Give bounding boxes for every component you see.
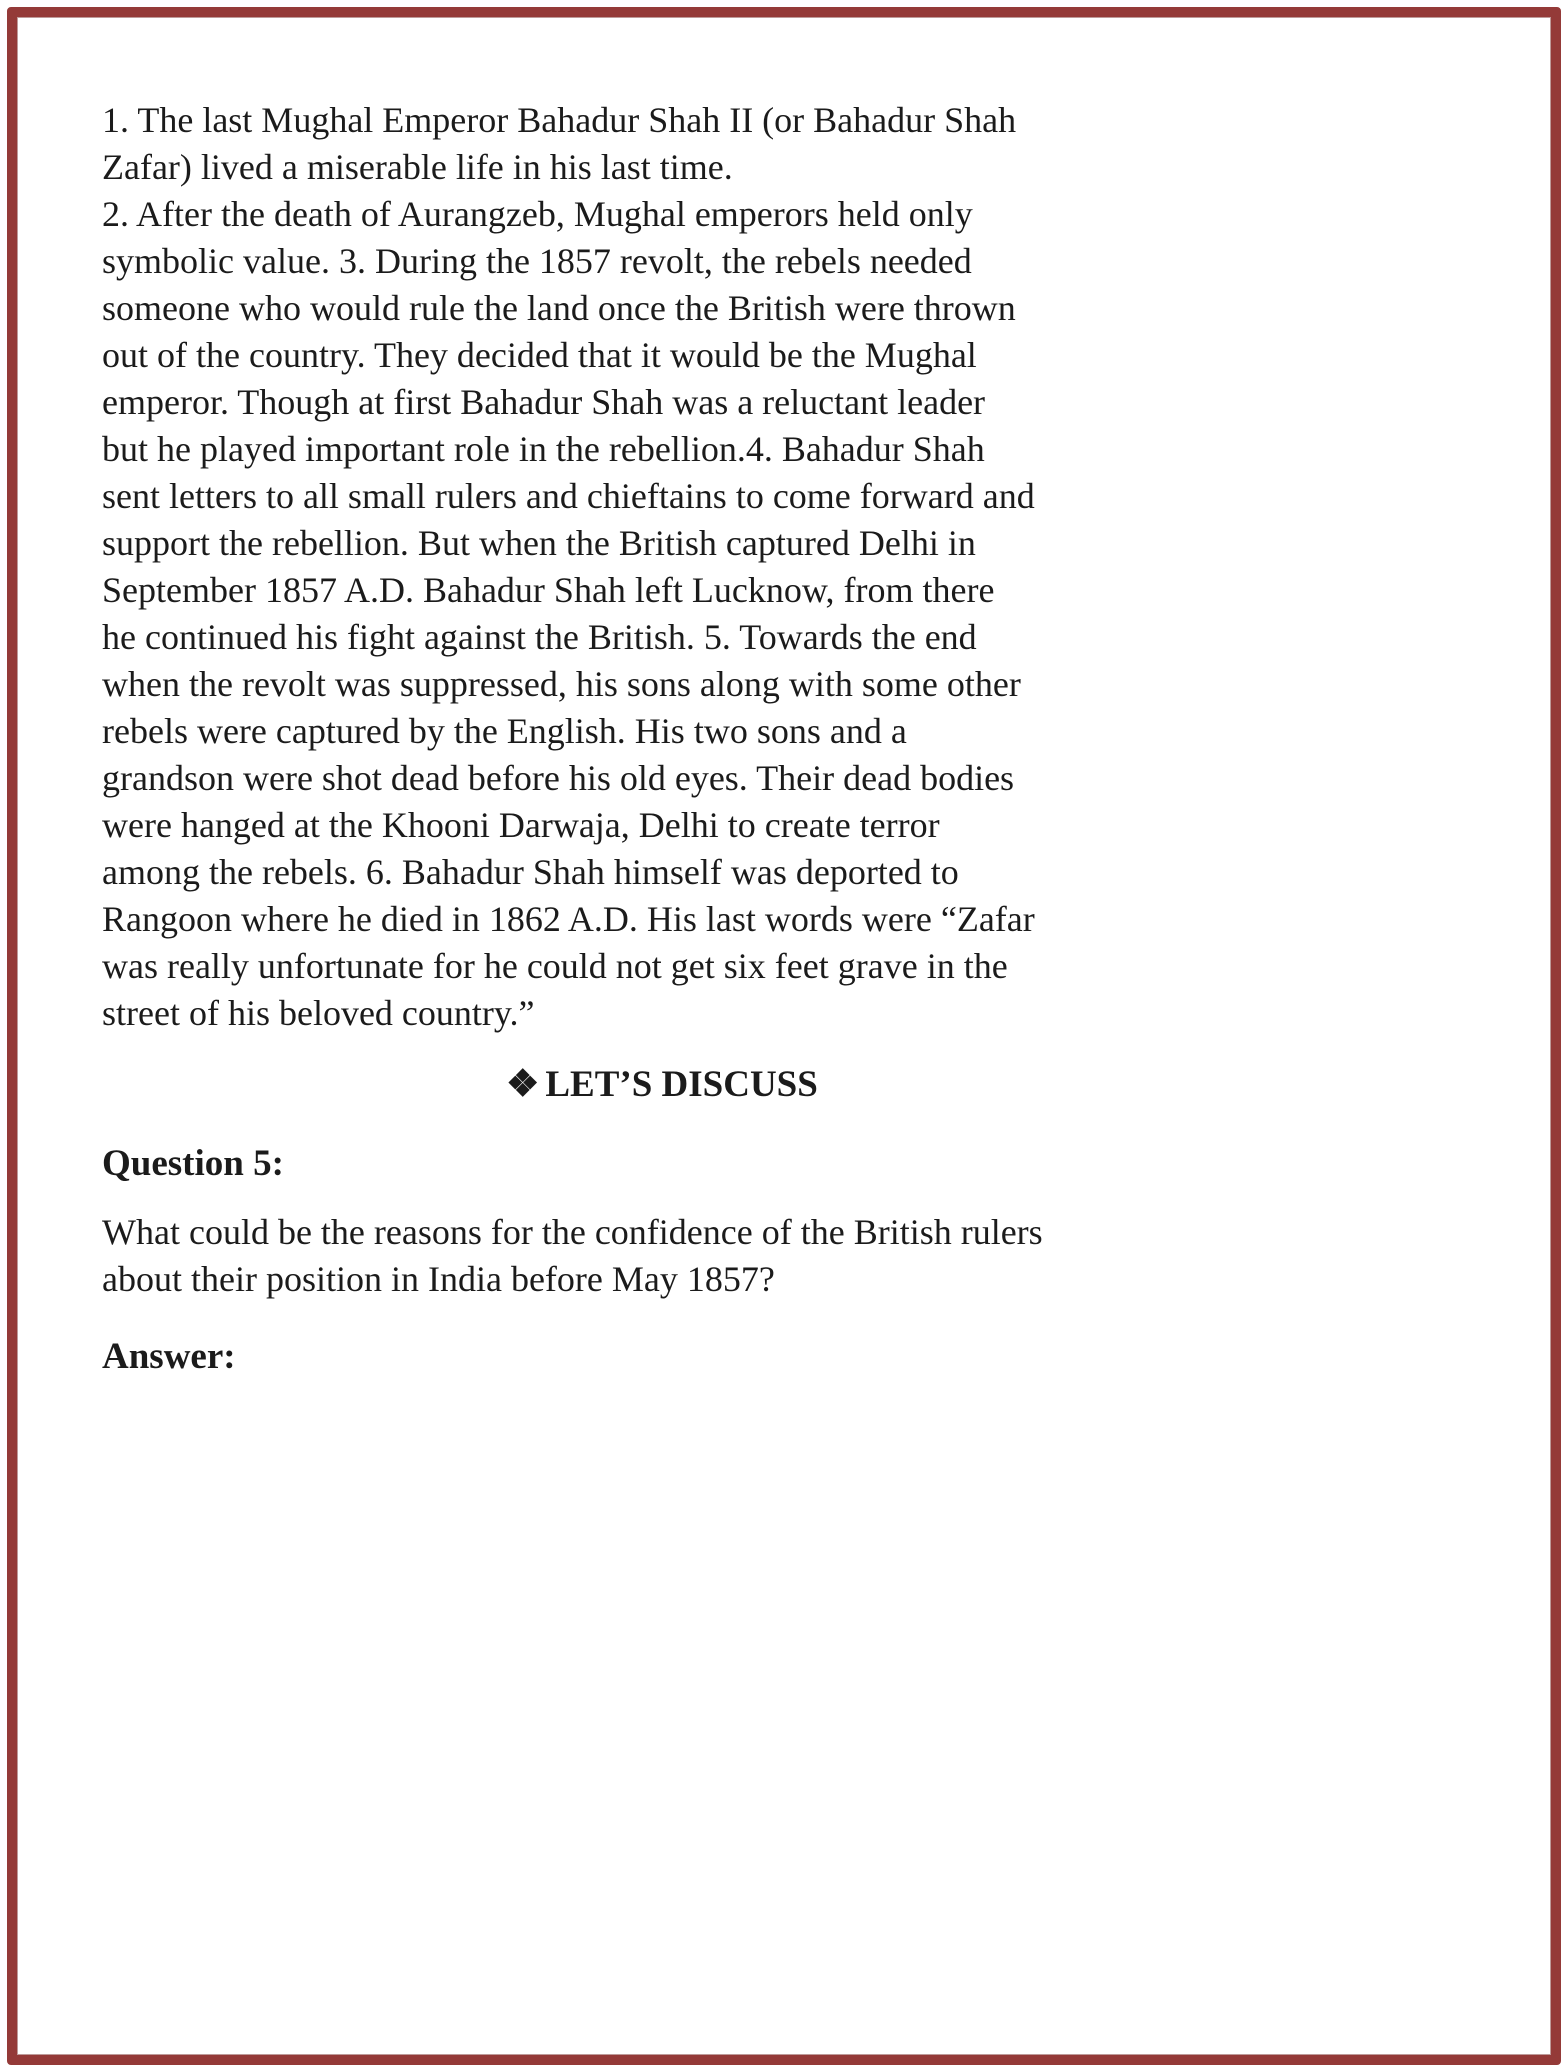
discuss-heading-label: LET’S DISCUSS xyxy=(545,1064,818,1105)
discuss-heading xyxy=(102,1061,1112,1108)
passage-line: Zafar) lived a miserable life in his last time. xyxy=(102,147,733,187)
question-text xyxy=(102,1209,1112,1303)
passage-line: was really unfortunate for he could not get six feet grave in the xyxy=(102,946,1008,986)
passage xyxy=(102,97,1112,1037)
passage-line: rebels were captured by the English. His two sons and a xyxy=(102,711,907,751)
passage-line: among the rebels. 6. Bahadur Shah himself was deported to xyxy=(102,852,959,892)
passage-line: out of the country. They decided that it would be the Mughal xyxy=(102,335,977,375)
question-line: about their position in India before May 1857? xyxy=(102,1259,775,1299)
passage-line: 1. The last Mughal Emperor Bahadur Shah II (or Bahadur Shah xyxy=(102,100,1017,140)
passage-line: he continued his fight against the British. 5. Towards the end xyxy=(102,617,977,657)
passage-line: but he played important role in the rebellion.4. Bahadur Shah xyxy=(102,429,985,469)
question-label: Question 5: xyxy=(102,1143,284,1184)
answer-label: Answer: xyxy=(102,1336,236,1377)
question-line: What could be the reasons for the confidence of the British rulers xyxy=(102,1212,1043,1252)
passage-line: 2. After the death of Aurangzeb, Mughal emperors held only xyxy=(102,194,973,234)
page-content xyxy=(102,97,1112,1380)
passage-line: emperor. Though at first Bahadur Shah was a reluctant leader xyxy=(102,382,986,422)
passage-line: street of his beloved country.” xyxy=(102,993,535,1033)
passage-line: September 1857 A.D. Bahadur Shah left Lucknow, from there xyxy=(102,570,995,610)
florette-icon: ❖ xyxy=(506,1064,540,1105)
passage-line: symbolic value. 3. During the 1857 revolt, the rebels needed xyxy=(102,241,972,281)
passage-line: when the revolt was suppressed, his sons along with some other xyxy=(102,664,1021,704)
passage-line: sent letters to all small rulers and chieftains to come forward and xyxy=(102,476,1035,516)
passage-line: Rangoon where he died in 1862 A.D. His last words were “Zafar xyxy=(102,899,1035,939)
passage-line: support the rebellion. But when the British captured Delhi in xyxy=(102,523,976,563)
passage-line: grandson were shot dead before his old eyes. Their dead bodies xyxy=(102,758,1015,798)
passage-line: were hanged at the Khooni Darwaja, Delhi to create terror xyxy=(102,805,940,845)
passage-line: someone who would rule the land once the British were thrown xyxy=(102,288,1016,328)
